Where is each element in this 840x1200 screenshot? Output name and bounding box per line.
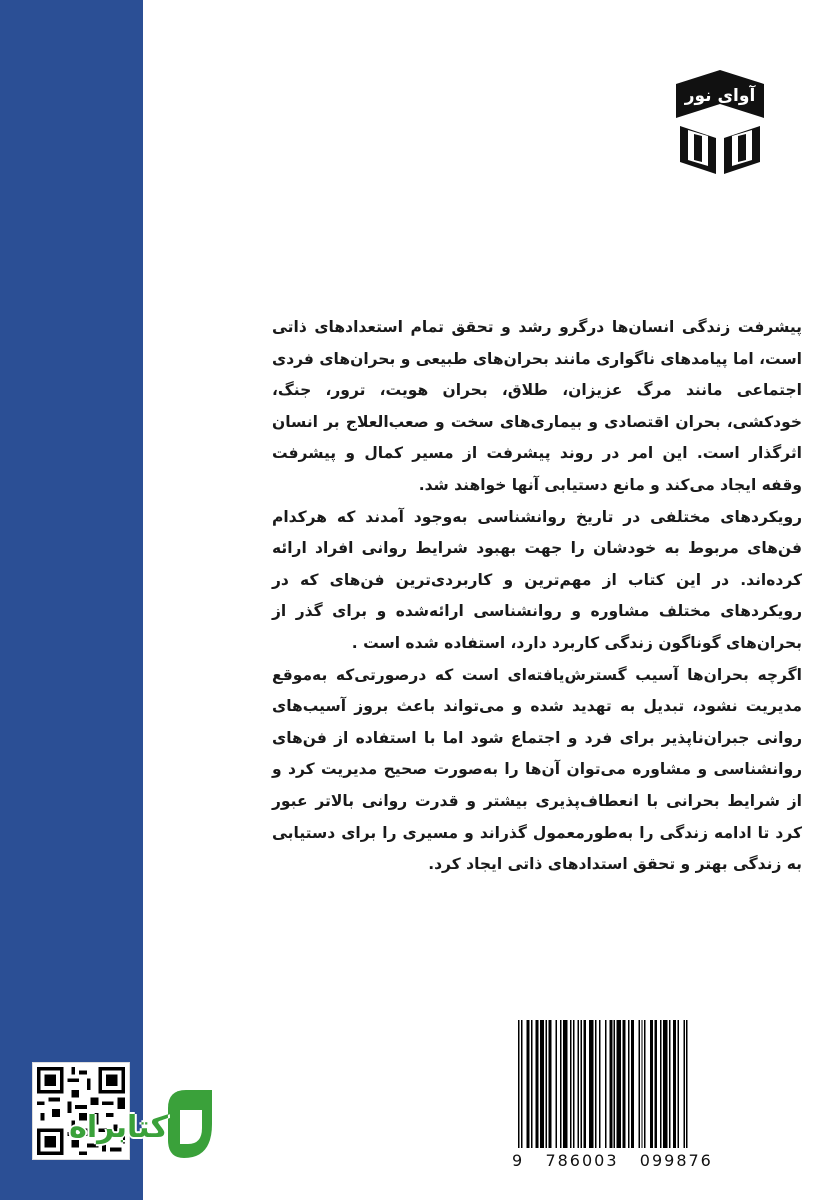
barcode-bar <box>644 1020 645 1148</box>
barcode-bar <box>650 1020 653 1148</box>
ketabrah-watermark <box>38 1088 218 1170</box>
barcode-bar <box>527 1020 530 1148</box>
barcode-bar <box>556 1020 557 1148</box>
barcode-bar <box>683 1020 684 1148</box>
barcode-bar <box>583 1020 586 1148</box>
barcode-bar <box>654 1020 657 1148</box>
barcode-bar <box>678 1020 679 1148</box>
publisher-logo <box>676 70 764 174</box>
barcode-bar <box>638 1020 639 1148</box>
barcode-bar <box>535 1020 538 1148</box>
paragraph-2: رویکردهای مختلفی در تاریخ روانشناسی به‌وجود آمدند که هرکدام فن‌های مربوط به خودشان را جهت بهبود شرایط روانی افراد ارائه کرده‌اند. در این کتاب از مهم‌ترین و کاربردی‌ترین فن‌های که در رویکردهای مختلف مشاوره و روانشناسی ارائه‌شده و برای گذر از بحران‌های گوناگون زندگی کاربرد دارد، استفاده شده است . <box>272 507 802 652</box>
barcode-bar <box>641 1020 642 1148</box>
barcode-bar <box>663 1020 667 1148</box>
barcode-bar <box>546 1020 547 1148</box>
watermark-text: کتابراه <box>69 1110 168 1145</box>
barcode-icon <box>512 1020 744 1148</box>
publisher-name: آوای نور <box>684 86 756 106</box>
barcode-bar <box>521 1020 522 1148</box>
isbn-barcode <box>512 1020 744 1178</box>
barcode-bar <box>605 1020 606 1148</box>
barcode-bar <box>673 1020 676 1148</box>
barcode-bar <box>548 1020 551 1148</box>
barcode-bar <box>577 1020 578 1148</box>
back-cover-description <box>272 312 802 881</box>
barcode-bar <box>580 1020 581 1148</box>
paragraph-3: اگرچه بحران‌ها آسیب گسترش‌یافته‌ای است که درصورتی‌که به‌موقع مدیریت نشود، تبدیل به تهدید شده و می‌تواند باعث بروز آسیب‌های روانی جبران‌ناپذیر برای فرد و اجتماع شود اما با استفاده از فن‌های روانشناسی و مشاوره می‌توان آن‌ها را به‌صورت صحیح مدیریت کرد و از شرایط بحرانی با انعطاف‌پذیری بیشتر و قدرت روانی بالاتر عبور کرد تا ادامه زندگی را به‌طورمعمول گذراند و مسیری را برای دستیابی به زندگی بهتر و تحقق استدادهای ذاتی ایجاد کرد. <box>272 665 802 874</box>
barcode-bar <box>531 1020 532 1148</box>
barcode-bar <box>631 1020 634 1148</box>
barcode-bar <box>622 1020 625 1148</box>
barcode-bar <box>628 1020 629 1148</box>
barcode-bar <box>614 1020 615 1148</box>
barcode-bar <box>540 1020 544 1148</box>
leaf-logo-icon <box>162 1088 216 1160</box>
blue-spine <box>0 0 143 1200</box>
barcode-bar <box>617 1020 621 1148</box>
barcode-bar <box>589 1020 593 1148</box>
isbn-number: 9 786003 099876 <box>512 1151 713 1170</box>
barcode-bar <box>595 1020 596 1148</box>
barcode-bar <box>518 1020 519 1148</box>
paragraph-1: پیشرفت زندگی انسان‌ها درگرو رشد و تحقق تمام استعدادهای ذاتی است، اما پیامدهای ناگواری مانند بحران‌های طبیعی و بحران‌های فردی اجتماعی مانند مرگ عزیزان، طلاق، بحران هویت، ترور، جنگ، خودکشی، بحران اقتصادی و بیماری‌های سخت و صعب‌العلاج بر انسان اثرگذار است. این امر در روند پیشرفت از مسیر کمال و پیشرفت وقفه ایجاد می‌کند و مانع دستیابی آنها خواهند شد. <box>272 318 802 494</box>
barcode-bar <box>563 1020 567 1148</box>
barcode-bar <box>570 1020 571 1148</box>
barcode-bar <box>609 1020 612 1148</box>
barcode-bar <box>669 1020 670 1148</box>
barcode-bar <box>660 1020 661 1148</box>
barcode-bar <box>560 1020 561 1148</box>
barcode-bar <box>573 1020 574 1148</box>
barcode-bar <box>686 1020 687 1148</box>
barcode-bar <box>599 1020 600 1148</box>
